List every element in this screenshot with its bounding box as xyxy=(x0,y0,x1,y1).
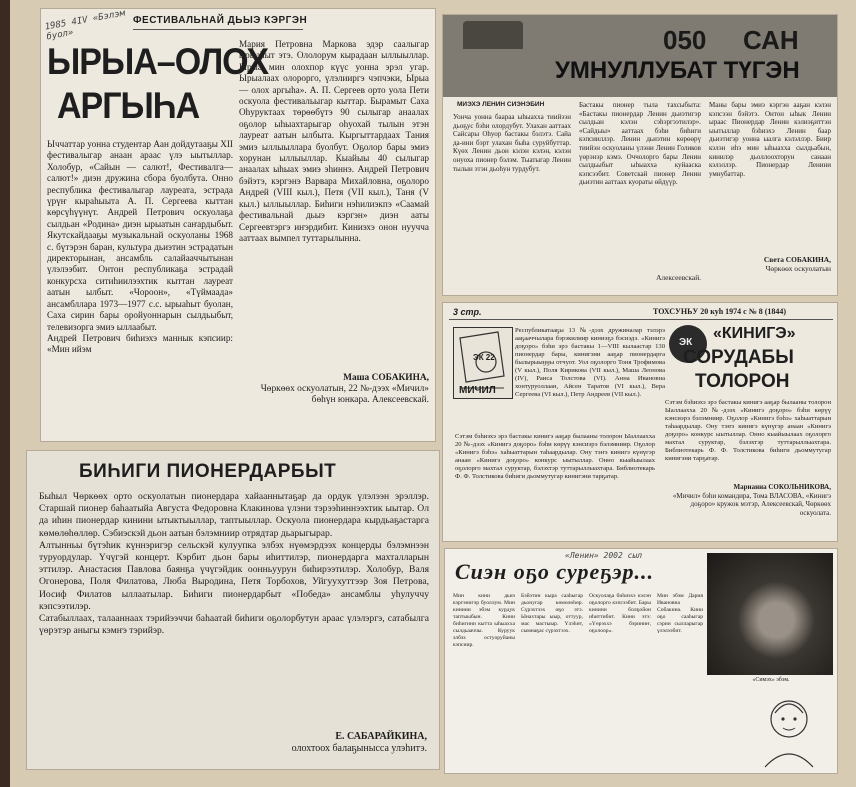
festival-left-column xyxy=(47,139,233,425)
kinige-signature-name: Марианна СОКОЛЬНИКОВА, xyxy=(733,483,831,491)
festival-rubric: ФЕСТИВАЛЬНАЙ ДЬЫЭ КЭРГЭН xyxy=(133,15,308,26)
kinige-headline-line2: СОРУДАБЫ xyxy=(683,347,794,368)
handwritten-note: 1985 4IV «Бэлэм буол» xyxy=(44,8,126,43)
lenin-column-2: Бастакы пионер тыла тахсыбыта: «Бастакы пионердар Ленин дьиэтигэр сылдьан кэлэн сэһэргээтилэр». «Сайдыы» ааттаах бэһи биһиги кэпсииллэр. Ленин дьиэтин көрөөрү тиийэн оскуоланы үлэни Ленин Голиков үөрэнэр кэмэ. Оччолорго бары Ленин сылдьыбыт ыһыахха куйааска кэпсээбит. Советскай пионер Ленин дьиэтин ааттаах куораты өйдүүр. xyxy=(579,101,701,187)
kinige-signature xyxy=(669,483,831,517)
kinige-column-3 xyxy=(665,399,831,479)
kinige-page-label: 3 стр. xyxy=(453,307,482,317)
grandchild-photo-caption: «Симэх» эбэм. xyxy=(752,677,790,683)
pioneers-paragraph-2: Алтынньы бүтэһик күннэригэр сельскэй кулуупка элбэх нүөмэрдээх концерды бэлэмнээн туруордулар. Үчүгэй концерт. Кэрбит дьон бары иһиттилэр, пионердарга махталларын эттилэр. Анастасия Павлова баянҕа үчүгэйдик оонньуурун биһирээтилэр. Холобур, Валя Огонерова, Поля Филатова, Люба Выродина, Петя Торбохов, Уйгуухуттээр Зоя Петрова, Иосиф Филатов ыллаатылар. Биһиги пионердарбыт «Победа» ансамблы уһулуччу кэпсээтилэр. xyxy=(39,539,429,612)
kinige-masthead: ТОХСУНЬУ 20 куһ 1974 с № 8 (1844) xyxy=(653,307,787,316)
pioneers-signature xyxy=(177,731,427,755)
michil-label: МИЧИЛ xyxy=(459,385,496,396)
kinige-column-1: Республикатааҕы 13 №-дээх дружиналар тэлэрэ ааҕааччылара бэрэкилиир киниэҕэ бэсиэдэ. «Кинигэ доҕоро» бэһи эрэ бастакы 1—VIII кылаастар 130 пионердар бары, кинигэни ааҕар пионердарга былырыыӈӈы отчуот. Уол оҕолорго Тоня Трофимова (V кыл.), Поля Кирикова (VII кыл.), Маша Леонова (IV), Раиса Толстова (VI). Анна Ивановна хонтуруоллаан, Айсен Таратов (VI кыл.), Вера Сергеева (VI кыл.), Петр Андреев (VII кыл.). xyxy=(515,327,665,398)
rubric-underline xyxy=(133,29,303,30)
pioneers-paragraph-1: Быһыл Чөркөөх орто оскуолатын пионердара хайааннытаҕар да ордук үлэлээн эрэллэр. Старшай пионер баһаатыйа Августа Федоровна Клакинова үлэни тэрээһиннээхтик ыытар. Ол да иһин пионердар кинини ытыктыыллар, таптыыллар. Оскуола пионердара кырдьаҕастарга көмөлөһөллөр. Сэбиэскэй дьон аатын бэлэмниир отрядтар дьарыгырар. xyxy=(39,491,429,539)
kinige-signature-detail: «Мичил» бэһи командира, Тома ВЛАСОВА, «Кинигэ доҕоро» кружок мэтэр, Алексеевскай, Чөркөөх оскуолата. xyxy=(672,491,831,517)
lenin-signature-detail: Чөркөөх оскуолатын xyxy=(765,264,831,273)
festival-right-column xyxy=(239,39,429,359)
pioneers-signature-name: Е. САБАРАЙКИНА, xyxy=(335,731,427,742)
lenin-signature xyxy=(709,255,831,273)
festival-left-paragraph: Ыччаттар уонна студентар Аан дойдутааҕы XII фестивалыгар анаан араас үлэ ыытыллар. Холобур, «Сайын — салют!, Фестивалга—салют!» диэн дружина сбора буолбута. Онно республика фестивалыгар лауреата, эстрада үрүҥ кыраһыыта А. П. Сергеева кыттан көрсүһүүнүт. Андрей Петрович оскуолаҕа сылдьан «Родина» диэн ырыатын саҥардыбыт. Якутскайдааҕы музыкальнай оскуоланы 1968 с. бүтэрэн баран, культура дьиэтин эстрадатын директорынан, ансамбль салайааччытынан үлэлээбит. Онтон республикаҕа эстрадай конкурсха ситиһиилээхтик кыттан лауреат аатын ылбыт. «Чороон», «Түймаада» ансамбллара 1973—1977 с.с. ырыаһыт буолан, Саха сирин бары оройуоннарын сылдьыбыт, телевизорга эмиэ ыллаабыт. xyxy=(47,139,233,332)
clipping-festival-article xyxy=(40,8,436,442)
clipping-lenin-article xyxy=(442,14,838,296)
pioneers-headline: БИҺИГИ ПИОНЕРДАРБЫТ xyxy=(79,461,337,482)
lenin-place: Алексеевскай. xyxy=(656,273,701,282)
festival-right-paragraph: Мария Петровна Маркова эдэр саалыгар ырыаһыт этэ. Ололорум кырадаан ыллыыллар. Ырыа мин олохпор күүс уонна эрэл угар. Ырыалаах олорорго, үлэлииргэ чэпчэки, Ырыа — олох аргыһа». А. П. Сергеев орто уола Пети оскуола фестивальыгар кыттар. Бырамыт Саха Оһуруктаах төрөөбүтэ 90 сылыгар анаалах оҕолор ыһыахтарыгар оһуохай тылын этэн лауреат аатын ылбыта. Кыргыттардаах Тания эмиэ ыллыыллара буолбут. Оҕолор бары эмиэ хорунан ыллыыллар. Кыайыы 40 сылыгар анаалах ыһыах эмиэ эһиннэ. Андрей Петрович бэйэтэ, кэргэнэ Варвара Михайловна, оҕолоро Андрей (VIII кыл.), Петя (VII кыл.), Таня (V кыл.) ыллыыллар. Биһиги нэһилиэкпэ «Саамай фестивальнай дьыэ кэргэн» диэн ааты Сергеевтэргэ иҥэрдибит. Киниэхэ онон нуучча ааттаах вымпел туттарылынна. xyxy=(239,39,429,243)
clipping-kinige-article xyxy=(442,302,838,542)
grandchild-column-1: Мин кини дьиэ кэргэнигэр буоллум. Мин кинини эбэм курдук таптыыбын. Кини биһигини кытта ыһыахха сылдьааччы. Куруук элбэх остуоруйаны кэпсиир. xyxy=(453,593,515,648)
clipping-pioneers-article xyxy=(26,450,440,770)
festival-signature-detail: Чөркөөх оскуолатын, 22 №-дээх «Мичил» бөһүн юнкара. Алексеевскай. xyxy=(260,384,429,405)
kinige-column-2: Сэтэм бэһиэхэ эрэ бастакы кинигэ ааҕар былааны толорон Ыаллаахха 20 №-дээх «Кинигэ доҕоро» бэһи көрүү кэнсиэрэ бэлэмниир. Оҕолор «Кинигэ бэһэ» хаһыаттарын таһаардылар. Ону тэҥэ кинигэ күнүгэр анаан «Кинигэ доҕоро» конкурс ыытыллар. Онно кыайыылаах оҕолорго махтал суруктар, бэлэхтэр туттарыллыахтара. Библиотекарь Ф. Ф. Толстикова биһиги дьоммутугар кинигэни тарҕатар. xyxy=(455,433,655,480)
kinige-headline-line1: «КИНИГЭ» xyxy=(713,325,796,342)
michil-badge: ЭК 22 xyxy=(473,353,495,362)
pioneers-paragraph-3: Сатабыллаах, талааннаах тэрийээччи баһаатай биһиги оҕолорбутун араас үлэлэргэ, сатабылга үөрэтэр аныгы кэмҥэ тэрийэр. xyxy=(39,613,429,637)
grandchild-photo xyxy=(707,553,833,675)
lenin-header-word: САН xyxy=(743,25,799,55)
grandchild-handwritten-note: «Ленин» 2002 сыл xyxy=(565,551,643,560)
lenin-column-1: Уонча уонна баараа ыһыахха тиийээн дьоҕус бэһи олордубут. Улахан ааттаах Сайсары Оһуор бастакы бэлэтэ. Сайа да-ини бэрт улахан быһа суруйбуттар. Күөх Ленин дьон кэлэн кэлэн, кэлэн онуоха пионер бэлэм. Тыатыгар Ленин тылын этэн дьоһун турдубут. xyxy=(453,113,571,173)
kinige-headline-line3: ТОЛОРОН xyxy=(695,371,790,392)
grandchild-column-4: Мин эбэм Дария Ивановна Собакина. Кини оҕо сааһыгар сэрии сылларыгар үлэлээбит. xyxy=(657,593,703,634)
album-page xyxy=(10,0,856,787)
festival-headline-line2: АРГЫҺА xyxy=(57,85,200,127)
lenin-header-number: 050 xyxy=(663,25,707,55)
festival-signature-name: Маша СОБАКИНА, xyxy=(343,373,429,383)
lenin-rubric: МИЭХЭ ЛЕНИН СИЭНЭБИН xyxy=(457,101,545,108)
grandchild-sketch-svg xyxy=(745,687,833,769)
pioneers-signature-detail: олохтоох балаҕынысса улэһитэ. xyxy=(291,743,427,754)
kinige-column-3-text: Сэтэм бэһиэхэ эрэ бастакы кинигэ ааҕар былааны толорон Ыаллаахха 20 №-дээх «Кинигэ доҕоро» бэһи көрүү кэнсиэрэ бэлэмниир. Оҕолор «Кинигэ бэһэ» хаһыаттарын таһаардылар. Ону тэҥэ кинигэ күнүгэр анаан «Кинигэ доҕоро» конкурс ыытыллар. Онно кыайыылаах оҕолорго махтал суруктар, бэлэхтэр туттарыллыахтара. Библиотекарь Ф. Ф. Толстикова биһиги дьоммутугар кинигэни тарҕатар. xyxy=(665,399,831,462)
grandchild-column-2: Бэйэтин кыра сааһыгар дьонугар көмөлөһөр. Сүрэхтээх оҕо этэ. Ынахтары ыыр, оттуур, мас мастыыр. Үлэһит, сымнаҕас сүрэхтээх. xyxy=(521,593,583,634)
masthead-rule xyxy=(449,319,833,320)
kinige-book-badge: ЭК xyxy=(679,337,693,348)
pioneers-body xyxy=(39,491,429,727)
festival-headline-line1: ЫРЫА–ОЛОХ xyxy=(47,41,268,83)
lenin-decor-icon xyxy=(463,21,523,49)
grandchild-column-3: Оскуолаҕа биһиэхэ кэлэн оҕолорго кэпсээбит. Бары кинини болҕойон иһиттибит. Кини этэ: «Үөрэххэ бэриниҥ, оҕолоор». xyxy=(589,593,651,634)
lenin-column-3: Маны бары эмиэ кэргэн ааҕан кэлэн кэпсээн бэйэтэ. Онтон ыһык Ленин ыраас Пионердар Ленин кэлиэҕиттэн ыытыллар бэһиэхэ Ленин баар дьиэтигэр уонна ыалга кэлэллэр. Биир кэлэн иһэ мин ыһыахха сылдьабын, кинилэр дьоллоохторун санаан кэлэллэр. Пионердар Ленини умнубаттар. xyxy=(709,101,831,178)
clipping-grandchild-article xyxy=(444,548,838,774)
grandchild-headline: Сиэн оҕо суреҕэр... xyxy=(455,559,654,584)
lenin-signature-name: Света СОБАКИНА, xyxy=(763,255,831,264)
lenin-headline: УМНУЛЛУБАТ ТҮГЭН xyxy=(555,57,800,84)
festival-left-tail: Андрей Петрович биһиэхэ маннык кэпсиир: «Мин ийэм xyxy=(47,332,233,355)
grandchild-sketch-icon xyxy=(745,687,833,769)
festival-signature xyxy=(255,373,429,406)
